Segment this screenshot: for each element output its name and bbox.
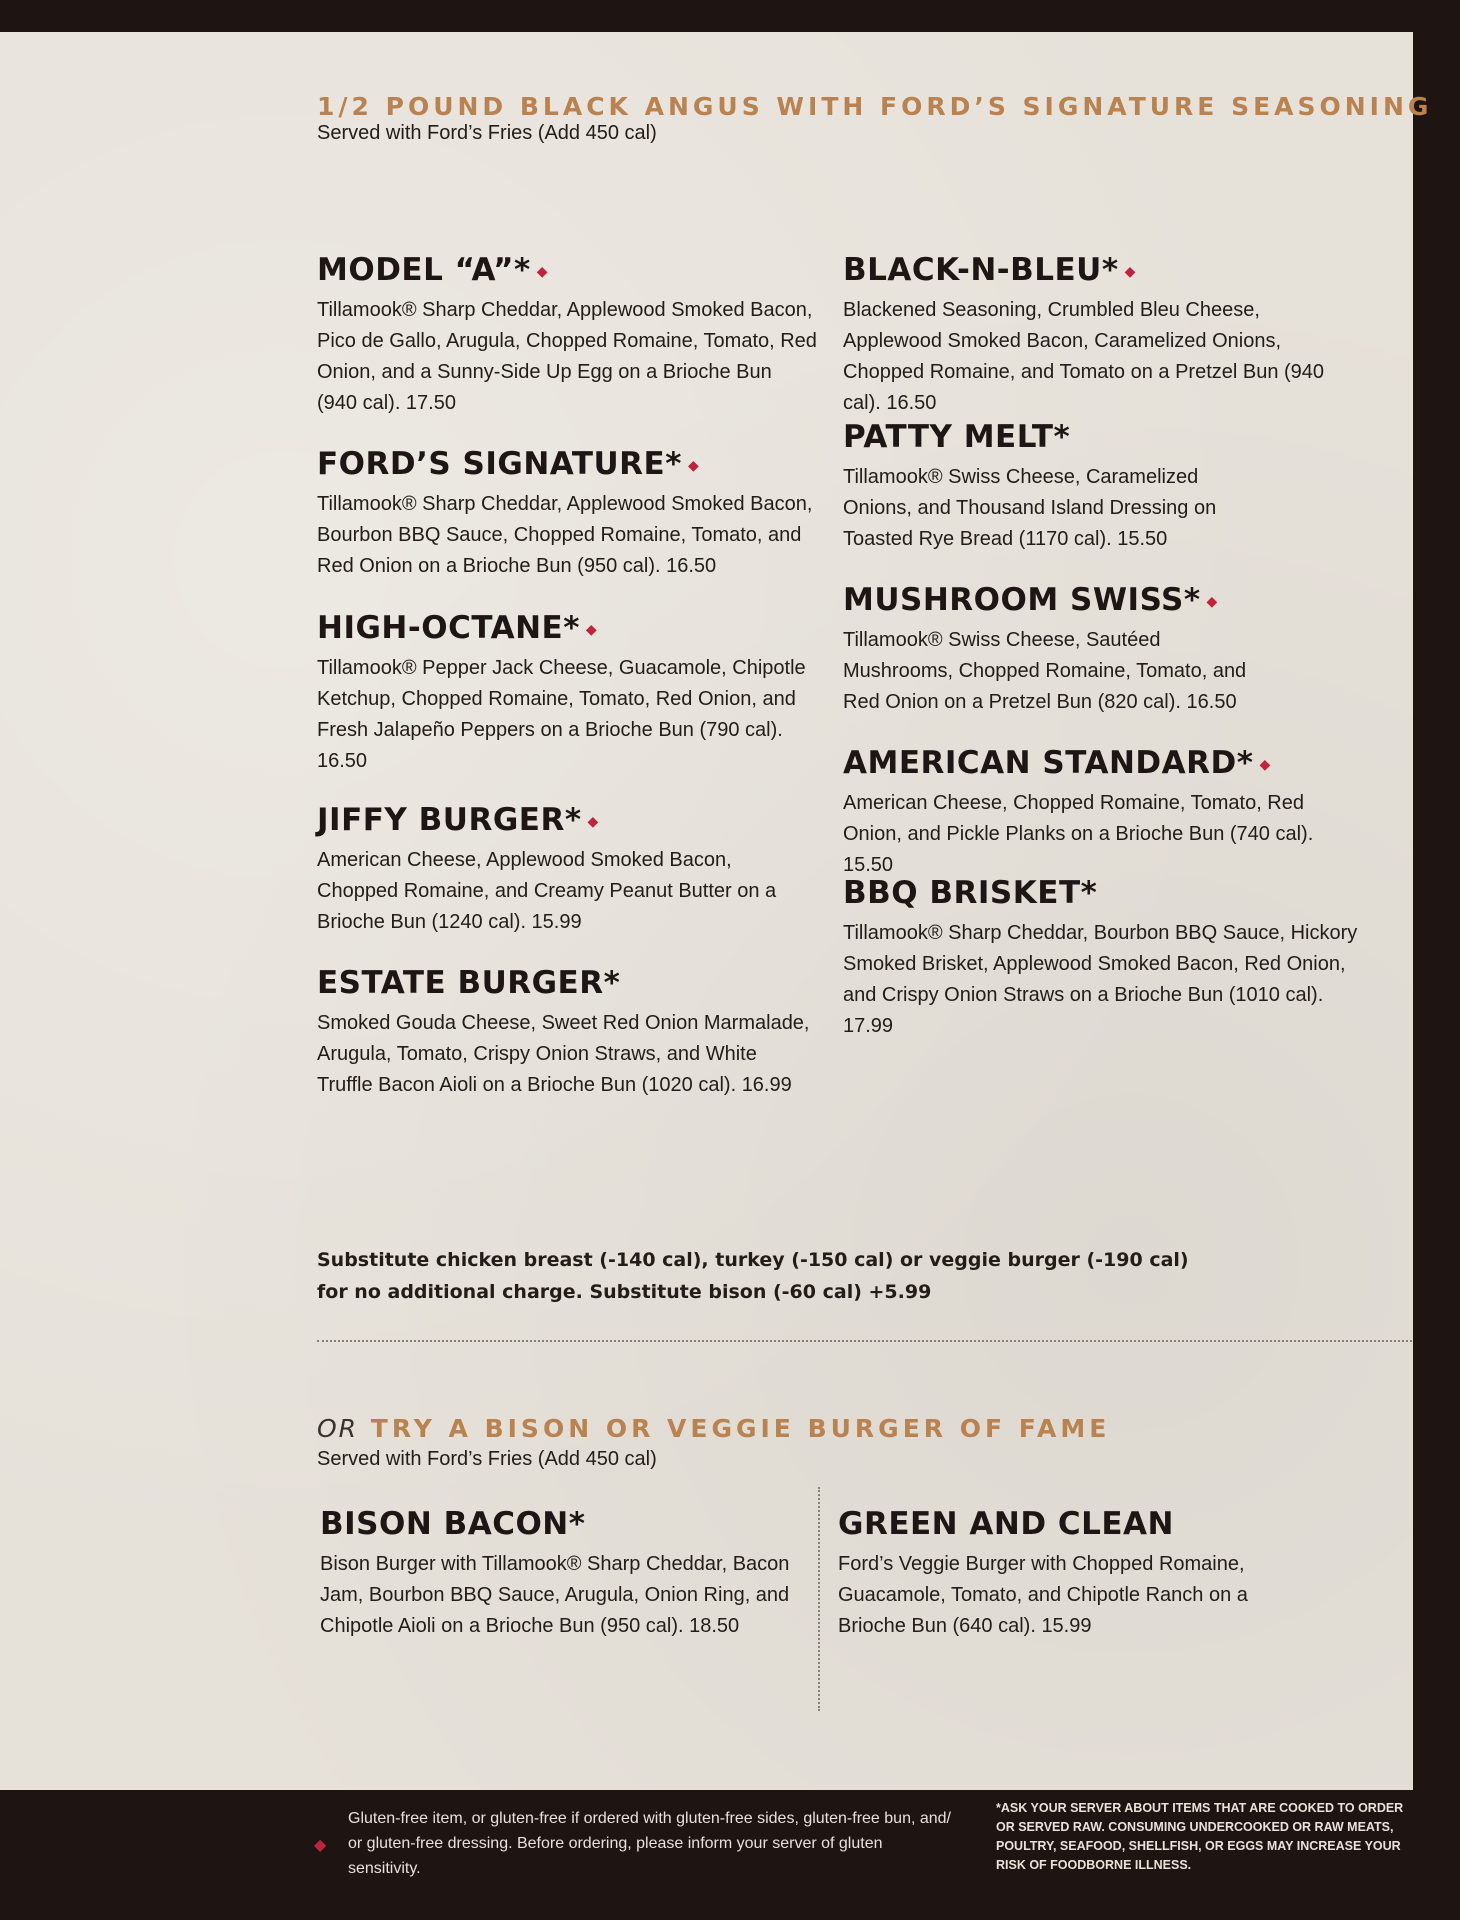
item-name: BISON BACON* <box>320 1506 586 1542</box>
substitution-line-2: for no additional charge. Substitute bison (-60 cal) +5.99 <box>317 1281 932 1303</box>
item-name: FORD’S SIGNATURE* <box>317 446 682 482</box>
gluten-free-note-text: Gluten-free item, or gluten-free if ordered with gluten-free sides, gluten-free bun, and/ or gluten-free dressing. Before ordering, please inform your server of gluten sensitivity. <box>348 1810 951 1877</box>
item-description: Blackened Seasoning, Crumbled Bleu Cheese, Applewood Smoked Bacon, Caramelized Onions, Chopped Romaine, and Tomato on a Pretzel Bun (940 cal). 16.50 <box>843 298 1325 414</box>
item-description: Tillamook® Pepper Jack Cheese, Guacamole, Chipotle Ketchup, Chopped Romaine, Tomato, Red Onion, and Fresh Jalapeño Peppers on a Brioche Bun (790 cal). 16.50 <box>317 656 806 772</box>
gluten-free-icon: ◆ <box>1206 593 1218 610</box>
item-name: BLACK-N-BLEU* <box>843 252 1119 288</box>
item-name: MODEL “A”* <box>317 252 531 288</box>
substitution-line-1: Substitute chicken breast (-140 cal), turkey (-150 cal) or veggie burger (-190 cal) <box>317 1249 1189 1271</box>
menu-item-green-and-clean <box>838 1504 1258 1642</box>
section-heading-fame <box>317 1414 1110 1443</box>
menu-item-model-a <box>317 250 817 419</box>
menu-item-bison-bacon <box>320 1504 790 1642</box>
gluten-free-icon: ◆ <box>1259 756 1271 773</box>
section-subheading-fries: Served with Ford’s Fries (Add 450 cal) <box>317 122 657 144</box>
item-description: Tillamook® Sharp Cheddar, Bourbon BBQ Sauce, Hickory Smoked Brisket, Applewood Smoked Bacon, Red Onion, and Crispy Onion Straws on a Brioche Bun (1010 cal). 17.99 <box>843 921 1358 1037</box>
menu-item-high-octane <box>317 608 817 777</box>
gluten-free-icon: ◆ <box>1124 263 1136 280</box>
menu-item-black-n-bleu <box>843 250 1363 419</box>
divider <box>317 1340 1412 1342</box>
item-description: Smoked Gouda Cheese, Sweet Red Onion Marmalade, Arugula, Tomato, Crispy Onion Straws, and White Truffle Bacon Aioli on a Brioche Bun (1020 cal). 16.99 <box>317 1011 810 1096</box>
item-name: ESTATE BURGER* <box>317 965 621 1001</box>
menu-item-mushroom-swiss <box>843 580 1363 718</box>
menu-item-patty-melt <box>843 417 1363 555</box>
section-heading-prefix: OR <box>317 1414 359 1443</box>
section-heading-text: TRY A BISON OR VEGGIE BURGER OF FAME <box>370 1414 1111 1443</box>
item-name: GREEN AND CLEAN <box>838 1506 1174 1542</box>
item-description: American Cheese, Applewood Smoked Bacon, Chopped Romaine, and Creamy Peanut Butter on a Brioche Bun (1240 cal). 15.99 <box>317 848 777 933</box>
menu-item-jiffy-burger <box>317 800 817 938</box>
item-name: HIGH-OCTANE* <box>317 610 580 646</box>
item-description: Ford’s Veggie Burger with Chopped Romaine, Guacamole, Tomato, and Chipotle Ranch on a Brioche Bun (640 cal). 15.99 <box>838 1552 1248 1637</box>
gluten-free-icon: ◆ <box>585 621 598 638</box>
food-safety-warning: *ASK YOUR SERVER ABOUT ITEMS THAT ARE COOKED TO ORDER OR SERVED RAW. CONSUMING UNDERCOOKED OR RAW MEATS, POULTRY, SEAFOOD, SHELLFISH, OR EGGS MAY INCREASE YOUR RISK OF FOODBORNE ILLNESS. <box>996 1801 1404 1872</box>
menu-item-fords-signature <box>317 444 817 582</box>
section-heading-angus: 1/2 POUND BLACK ANGUS WITH FORD’S SIGNATURE SEASONING <box>317 92 1433 121</box>
gluten-free-icon: ◆ <box>587 813 599 830</box>
item-description: American Cheese, Chopped Romaine, Tomato, Red Onion, and Pickle Planks on a Brioche Bun (740 cal). 15.50 <box>843 791 1314 876</box>
item-description: Tillamook® Sharp Cheddar, Applewood Smoked Bacon, Bourbon BBQ Sauce, Chopped Romaine, Tomato, and Red Onion on a Brioche Bun (950 cal). 16.50 <box>317 492 813 577</box>
gluten-free-note <box>316 1806 956 1881</box>
item-name: MUSHROOM SWISS* <box>843 582 1201 618</box>
item-name: BBQ BRISKET* <box>843 875 1098 911</box>
item-name: JIFFY BURGER* <box>317 802 582 838</box>
menu-item-american-standard <box>843 743 1363 881</box>
menu-item-estate-burger <box>317 963 817 1101</box>
gluten-free-icon: ◆ <box>314 1837 327 1854</box>
item-description: Tillamook® Sharp Cheddar, Applewood Smoked Bacon, Pico de Gallo, Arugula, Chopped Romaine, Tomato, Red Onion, and a Sunny-Side Up Egg on a Brioche Bun (940 cal). 17.50 <box>317 298 817 414</box>
item-name: AMERICAN STANDARD* <box>843 745 1254 781</box>
item-name: PATTY MELT* <box>843 419 1071 455</box>
substitution-note <box>317 1244 1217 1308</box>
gluten-free-icon: ◆ <box>536 263 549 280</box>
item-description: Tillamook® Swiss Cheese, Caramelized Onions, and Thousand Island Dressing on Toasted Rye Bread (1170 cal). 15.50 <box>843 465 1217 550</box>
item-description: Tillamook® Swiss Cheese, Sautéed Mushrooms, Chopped Romaine, Tomato, and Red Onion on a Pretzel Bun (820 cal). 16.50 <box>843 628 1247 713</box>
section-subheading-fries-2: Served with Ford’s Fries (Add 450 cal) <box>317 1448 657 1470</box>
menu-item-bbq-brisket <box>843 873 1363 1042</box>
item-description: Bison Burger with Tillamook® Sharp Cheddar, Bacon Jam, Bourbon BBQ Sauce, Arugula, Onion Ring, and Chipotle Aioli on a Brioche Bun (950 cal). 18.50 <box>320 1552 790 1637</box>
gluten-free-icon: ◆ <box>687 457 700 474</box>
column-divider <box>818 1487 820 1711</box>
